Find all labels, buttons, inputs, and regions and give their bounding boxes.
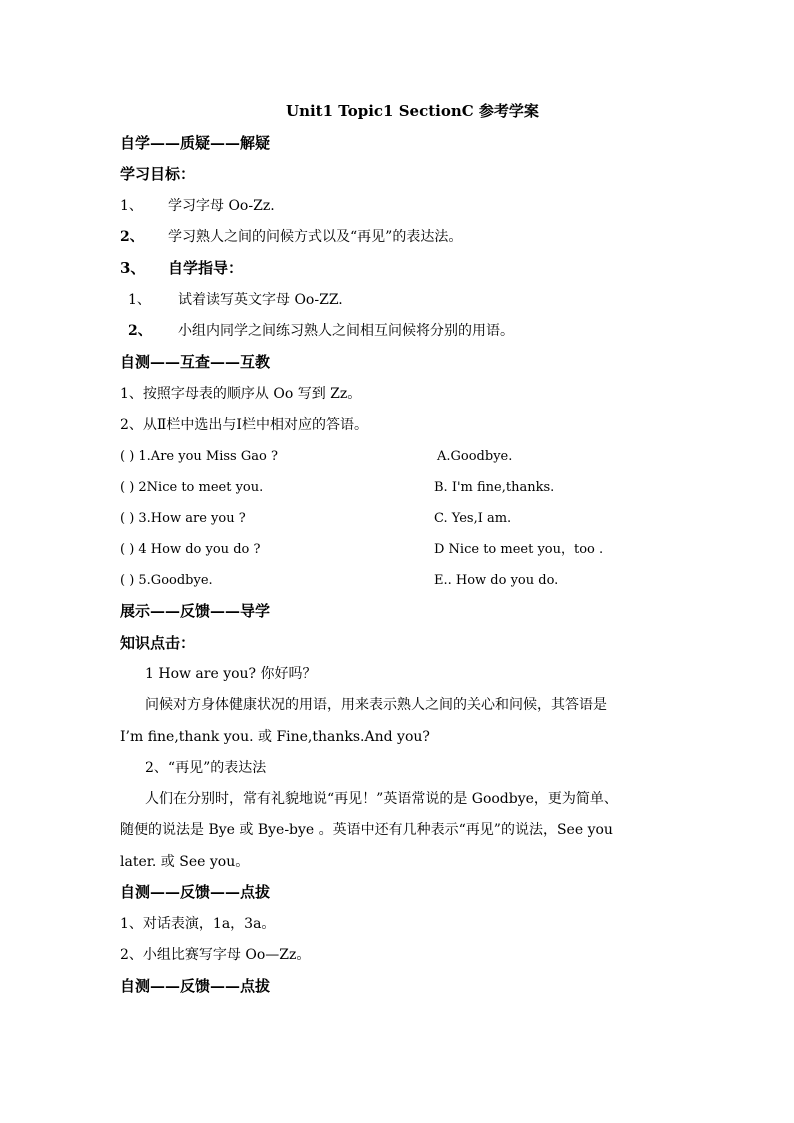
page-title: Unit1 Topic1 SectionC 参考学案 xyxy=(286,102,539,120)
matching-question: ( ) 2Nice to meet you. xyxy=(120,480,264,495)
matching-question: ( ) 1.Are you Miss Gao ? xyxy=(120,449,278,464)
guide-item-1 xyxy=(128,291,343,309)
matching-row-2 xyxy=(120,479,680,497)
knowledge-point-1-text-cont: I’m fine,thank you. 或 Fine,thanks.And you? xyxy=(120,729,430,745)
matching-question: ( ) 5.Goodbye. xyxy=(120,573,213,588)
section-heading-self-study: 自学——质疑——解疑 xyxy=(120,134,271,152)
guide-item-2 xyxy=(128,322,514,340)
section-heading-feedback: 自测——反馈——点拔 xyxy=(120,883,271,901)
matching-question: ( ) 4 How do you do ? xyxy=(120,542,261,557)
goal-number: 3、 xyxy=(120,259,146,277)
goal-number: 1、 xyxy=(120,198,143,214)
knowledge-point-2-text-end: later. 或 See you。 xyxy=(120,854,250,870)
matching-answer: A.Goodbye. xyxy=(437,449,513,464)
matching-answer: D Nice to meet you，too . xyxy=(434,542,604,557)
guide-number: 2、 xyxy=(128,323,152,339)
matching-row-3 xyxy=(120,510,680,528)
goal-text: 学习字母 Oo-Zz. xyxy=(168,198,275,214)
knowledge-point-2-text: 人们在分别时，常有礼貌地说“再见！”英语常说的是 Goodbye，更为简单、 xyxy=(145,791,618,807)
knowledge-points-label: 知识点击： xyxy=(120,634,196,652)
goal-item-2 xyxy=(120,228,462,246)
guide-text: 小组内同学之间练习熟人之间相互问候将分别的用语。 xyxy=(178,323,514,339)
learning-goals-label: 学习目标： xyxy=(120,165,196,183)
goal-item-1 xyxy=(120,197,275,215)
goal-text: 自学指导： xyxy=(168,259,244,277)
matching-row-5 xyxy=(120,572,680,590)
matching-answer: C. Yes,I am. xyxy=(434,511,512,526)
section-heading-feedback-2: 自测——反馈——点拔 xyxy=(120,977,271,995)
knowledge-point-1-text: 问候对方身体健康状况的用语，用来表示熟人之间的关心和问候，其答语是 xyxy=(145,697,607,713)
activity-item-1: 1、对话表演，1a，3a。 xyxy=(120,916,276,932)
guide-number: 1、 xyxy=(128,292,151,308)
knowledge-point-1-title: 1 How are you? 你好吗？ xyxy=(145,666,317,682)
matching-answer: B. I'm fine,thanks. xyxy=(434,480,555,495)
exercise-item-2: 2、从Ⅱ栏中选出与Ⅰ栏中相对应的答语。 xyxy=(120,417,368,433)
matching-question: ( ) 3.How are you ? xyxy=(120,511,246,526)
matching-row-4 xyxy=(120,541,680,559)
activity-item-2: 2、小组比赛写字母 Oo—Zz。 xyxy=(120,947,311,963)
knowledge-point-2-title: 2、“再见”的表达法 xyxy=(145,760,267,776)
matching-row-1 xyxy=(120,448,680,466)
exercise-item-1: 1、按照字母表的顺序从 Oo 写到 Zz。 xyxy=(120,386,362,402)
section-heading-presentation: 展示——反馈——导学 xyxy=(120,602,271,620)
goal-text: 学习熟人之间的问候方式以及“再见”的表达法。 xyxy=(168,229,463,245)
guide-text: 试着读写英文字母 Oo-ZZ. xyxy=(178,292,343,308)
knowledge-point-2-text-cont: 随便的说法是 Bye 或 Bye-bye 。英语中还有几种表示“再见”的说法，See you xyxy=(120,822,613,838)
matching-answer: E.. How do you do. xyxy=(434,573,559,588)
section-heading-self-test: 自测——互查——互教 xyxy=(120,353,271,371)
goal-number: 2、 xyxy=(120,229,144,245)
goal-item-3 xyxy=(120,259,243,277)
